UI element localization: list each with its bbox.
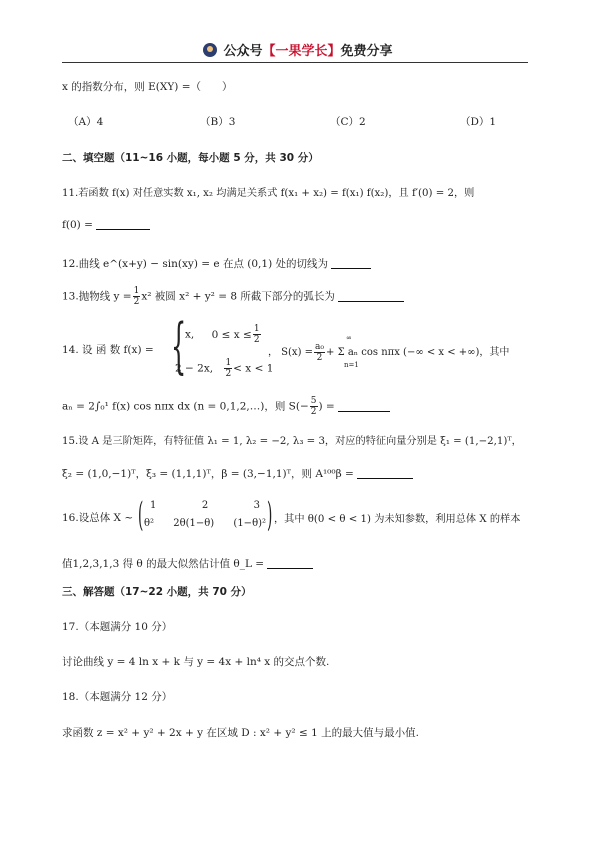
q13-text-a: 13.抛物线 y =	[62, 290, 132, 303]
q14-line2-frac-den: 2	[310, 407, 317, 417]
page-header	[0, 0, 596, 62]
q15-line2	[62, 466, 413, 481]
q17-heading: 17.（本题满分 10 分）	[62, 621, 173, 633]
q11-line1: 11.若函数 f(x) 对任意实数 x₁, x₂ 均满足关系式 f(x₁ + x₂) = f(x₁) f(x₂)，且 f′(0) = 2，则	[62, 188, 475, 199]
q16-top-1: 1	[150, 500, 157, 511]
q14-series-frac	[314, 342, 325, 363]
q14-case2-expr: 2 − 2x,	[175, 362, 214, 375]
q16-bot-3: (1−θ)²	[233, 518, 266, 529]
q16-bot-1: θ²	[144, 518, 155, 529]
q14-case2-frac-den: 2	[225, 369, 232, 379]
section2-title: 二、填空题（11~16 小题，每小题 5 分，共 30 分）	[62, 152, 319, 164]
q14-case1-expr: x,	[185, 328, 195, 341]
q10-option-a: （A）4	[68, 116, 104, 128]
header-title	[0, 40, 596, 59]
q11-line2	[62, 219, 150, 231]
q14-case2-frac-num: 1	[225, 358, 232, 368]
q13-answer-blank[interactable]	[338, 291, 404, 302]
q16-top-2: 2	[201, 500, 209, 511]
q14-case1-frac-den: 2	[253, 335, 260, 345]
q13-frac-den: 2	[133, 297, 140, 307]
q16-right-paren-icon: )	[266, 495, 272, 535]
avatar-logo-icon	[203, 43, 217, 57]
q16-left-paren-icon: (	[138, 495, 144, 535]
q17-body: 讨论曲线 y = 4 ln x + k 与 y = 4x + ln⁴ x 的交点个数.	[62, 656, 330, 668]
q14-brace-icon: {	[171, 311, 187, 381]
q16-tail: ，其中 θ(0 < θ < 1) 为未知参数，利用总体 X 的样本	[274, 514, 521, 525]
header-divider	[62, 62, 528, 63]
q10-option-c: （C）2	[330, 116, 366, 128]
q12-answer-blank[interactable]	[331, 258, 371, 269]
q16-matrix-top-row	[150, 500, 260, 511]
q13-line	[62, 286, 404, 307]
q14-line2-frac	[310, 396, 318, 417]
q14-case1-frac-num: 1	[253, 324, 260, 334]
q16-distribution-matrix	[138, 495, 272, 536]
section3-title: 三、解答题（17~22 小题，共 70 分）	[62, 586, 252, 598]
q10-option-d: （D）1	[460, 116, 497, 128]
q14-case1-cond: 0 ≤ x ≤	[211, 328, 252, 341]
q15-answer-blank[interactable]	[357, 468, 413, 479]
q14-case1	[185, 324, 262, 345]
q12-text: 12.曲线 e^(x+y) − sin(xy) = e 在点 (0,1) 处的切线为	[62, 258, 329, 270]
q13-fraction	[133, 286, 141, 307]
header-brand: 【一果学长】	[262, 44, 341, 59]
header-suffix: 免费分享	[340, 44, 393, 59]
q16-matrix-bottom-row	[144, 518, 266, 529]
q14-answer-blank[interactable]	[338, 401, 390, 412]
q14-sum-bottom: n=1	[344, 361, 359, 369]
q18-body: 求函数 z = x² + y² + 2x + y 在区域 D : x² + y² ≤ 1 上的最大值与最小值.	[62, 727, 419, 739]
q14-case2	[175, 358, 273, 379]
q18-heading: 18.（本题满分 12 分）	[62, 691, 173, 703]
q14-series-lhs: ， S(x) =	[268, 347, 314, 358]
q14-line2-text-b: ) =	[318, 400, 335, 413]
q14-piecewise	[171, 311, 274, 384]
q15-line1: 15.设 A 是三阶矩阵，有特征值 λ₁ = 1, λ₂ = −2, λ₃ = 3，对应的特征向量分别是 ξ₁ = (1,−2,1)ᵀ，	[62, 436, 522, 447]
q14-lead: 14. 设 函 数 f(x) =	[62, 344, 154, 356]
q14-series-rhs: + Σ aₙ cos nπx (−∞ < x < +∞)，其中	[326, 347, 510, 358]
q14-line2	[62, 396, 390, 417]
q16-answer-blank[interactable]	[267, 558, 313, 569]
q14-series	[268, 342, 509, 363]
q14-case1-frac	[253, 324, 261, 345]
q13-text-b: x² 被圆 x² + y² = 8 所截下部分的弧长为	[141, 290, 335, 303]
q14-series-frac-num: a₀	[315, 342, 325, 352]
q15-text: ξ₂ = (1,0,−1)ᵀ，ξ₃ = (1,1,1)ᵀ，β = (3,−1,1)ᵀ，则 A¹⁰⁰β =	[62, 468, 354, 480]
q14-line2-frac-num: 5	[310, 396, 317, 406]
q14-sum-top: ∞	[346, 334, 352, 342]
q11-answer-blank[interactable]	[96, 219, 150, 230]
q16-line2	[62, 556, 313, 571]
q14-line2-text-a: aₙ = 2∫₀¹ f(x) cos nπx dx (n = 0,1,2,…)，则 S(−	[62, 400, 309, 413]
q14-series-frac-den: 2	[316, 353, 323, 363]
q16-lead: 16.设总体 X ~	[62, 512, 134, 524]
header-prefix: 公众号	[223, 44, 263, 59]
q16-text: 值1,2,3,1,3 得 θ 的最大似然估计值 θ_L =	[62, 558, 265, 570]
q10-option-b: （B）3	[200, 116, 236, 128]
q10-tail: x 的指数分布，则 E(XY) =（ ）	[62, 81, 233, 93]
q13-frac-num: 1	[133, 286, 140, 296]
q14-case2-frac	[224, 358, 232, 379]
q14-case2-cond: < x < 1	[233, 362, 274, 375]
q12-line	[62, 256, 371, 271]
q11-lhs: f(0) =	[62, 219, 93, 231]
q16-top-3: 3	[253, 500, 260, 511]
q16-bot-2: 2θ(1−θ)	[173, 518, 215, 529]
